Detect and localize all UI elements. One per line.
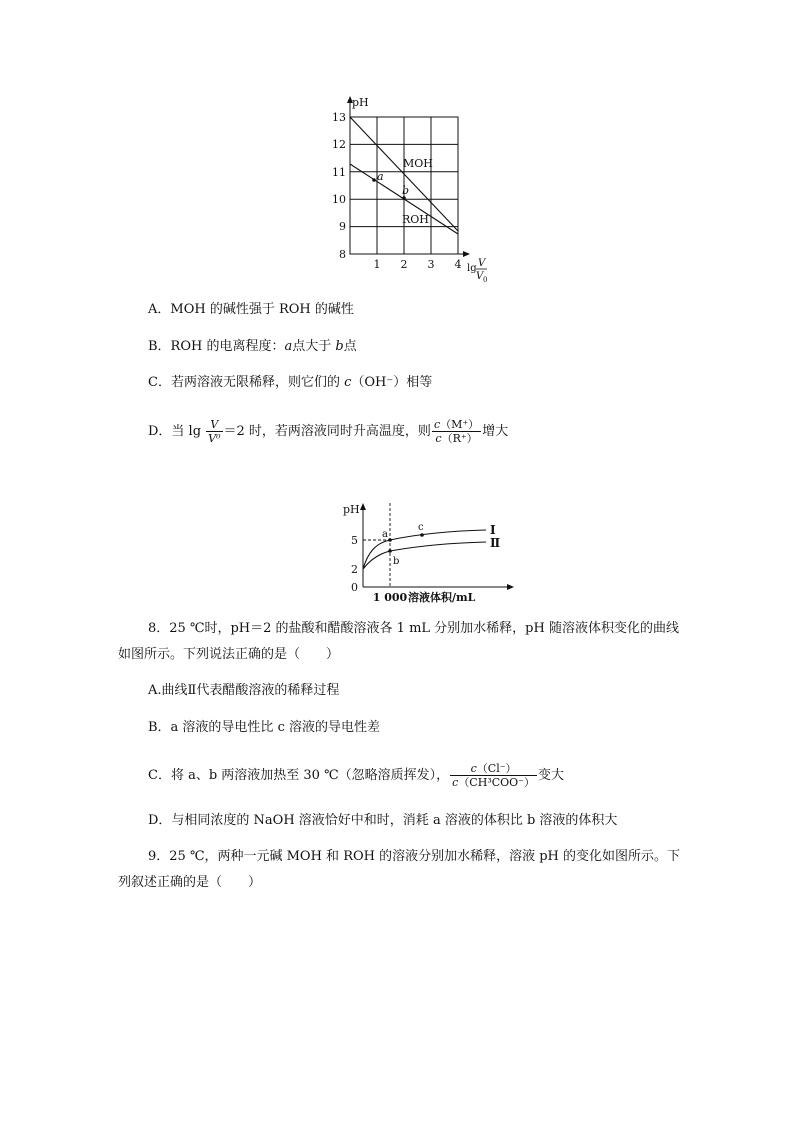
label-b: b	[402, 184, 410, 197]
chart2-y-title: pH	[343, 503, 360, 516]
chart1-x-arrow	[463, 251, 470, 257]
point-a	[388, 538, 392, 542]
chart1-y-tick: 13	[332, 111, 346, 124]
q8-option-a: A.曲线Ⅱ代表醋酸溶液的稀释过程	[148, 683, 340, 698]
chart1-x-tick: 1	[373, 258, 381, 271]
ph-dilution-chart-1	[330, 88, 490, 288]
q9-stem-line1: 9．25 ℃，两种一元碱 MOH 和 ROH 的溶液分别加水稀释，溶液 pH 的变化如图所示。下	[148, 849, 681, 864]
chart1-x-title-lg: lg	[467, 263, 477, 274]
chart1-y-tick: 12	[332, 138, 346, 151]
q9-stem-line2: 列叙述正确的是（ ）	[118, 875, 262, 890]
chart2-x-arrow	[507, 584, 514, 590]
chart1-x-tick: 2	[400, 258, 408, 271]
label-curve-i: Ⅰ	[490, 523, 496, 537]
fraction-cl-over-ch3coo: $\frac{c(Cl^-)}{\text{c（CH³COO⁻）}}$	[452, 762, 535, 789]
chart1-x-tick: 4	[454, 258, 462, 271]
prev-option-a: A．MOH 的碱性强于 ROH 的碱性	[148, 302, 354, 317]
ph-dilution-chart-2	[338, 497, 518, 607]
point-b	[388, 549, 392, 553]
chart1-x-title-den-sub: 0	[483, 276, 488, 284]
chart2-x-title: 溶液体积/mL	[408, 591, 476, 604]
chart1-y-tick: 10	[332, 193, 346, 206]
chart2-y-tick: 2	[351, 563, 358, 576]
q8-option-d: D．与相同浓度的 NaOH 溶液恰好中和时，消耗 a 溶液的体积比 b 溶液的体积大	[148, 813, 618, 828]
label-b: b	[393, 556, 400, 567]
point-a	[372, 178, 376, 182]
chart1-x-title-num: V	[478, 258, 486, 269]
prev-option-b: B．ROH 的电离程度：a点大于 b点	[148, 339, 357, 354]
chart2-y-tick: 0	[351, 581, 358, 594]
chart1-x-tick: 3	[427, 258, 435, 271]
chart1-y-tick: 9	[339, 220, 346, 233]
chart1-y-title: pH	[352, 96, 369, 109]
q8-stem-line2: 如图所示。下列说法正确的是（ ）	[118, 647, 340, 662]
chart2-y-tick: 5	[351, 534, 358, 547]
label-a: a	[377, 170, 384, 183]
chart2-y-arrow	[360, 503, 366, 510]
q8-stem-line1: 8．25 ℃时，pH＝2 的盐酸和醋酸溶液各 1 mL 分别加水稀释，pH 随溶液体积变化的曲线	[148, 621, 679, 636]
chart1-x-title-den: V	[476, 271, 484, 282]
chart1-y-tick: 8	[339, 248, 346, 261]
prev-option-d: D．当 lg $\frac{V}{\text{V⁰}}$ ＝2 时，若两溶液同时升高温度，则 $\frac{c(M^+)}{c(R^+)}$ 增大	[148, 418, 509, 445]
q8-option-c: C．将 a、b 两溶液加热至 30 ℃（忽略溶质挥发）， $\frac{c(Cl^-)}{\text{c（CH³COO⁻）}}$ 变大	[148, 762, 565, 789]
fraction-m-over-r: $\frac{c(M^+)}{c(R^+)}$	[433, 418, 480, 445]
point-c	[420, 533, 424, 537]
chart2-x-tick: 1 000	[372, 591, 408, 604]
prev-option-c: C．若两溶液无限稀释，则它们的 c（OH⁻）相等	[148, 375, 433, 390]
q8-option-b: B．a 溶液的导电性比 c 溶液的导电性差	[148, 720, 380, 735]
label-curve-ii: Ⅱ	[490, 536, 501, 550]
label-moh: MOH	[403, 157, 433, 170]
label-c: c	[418, 522, 424, 533]
label-roh: ROH	[402, 213, 429, 226]
curve-ii	[363, 542, 486, 569]
fraction-v-over-v0: $\frac{V}{\text{V⁰}}$	[208, 418, 221, 445]
chart1-y-tick: 11	[332, 166, 346, 179]
label-a: a	[382, 529, 388, 540]
